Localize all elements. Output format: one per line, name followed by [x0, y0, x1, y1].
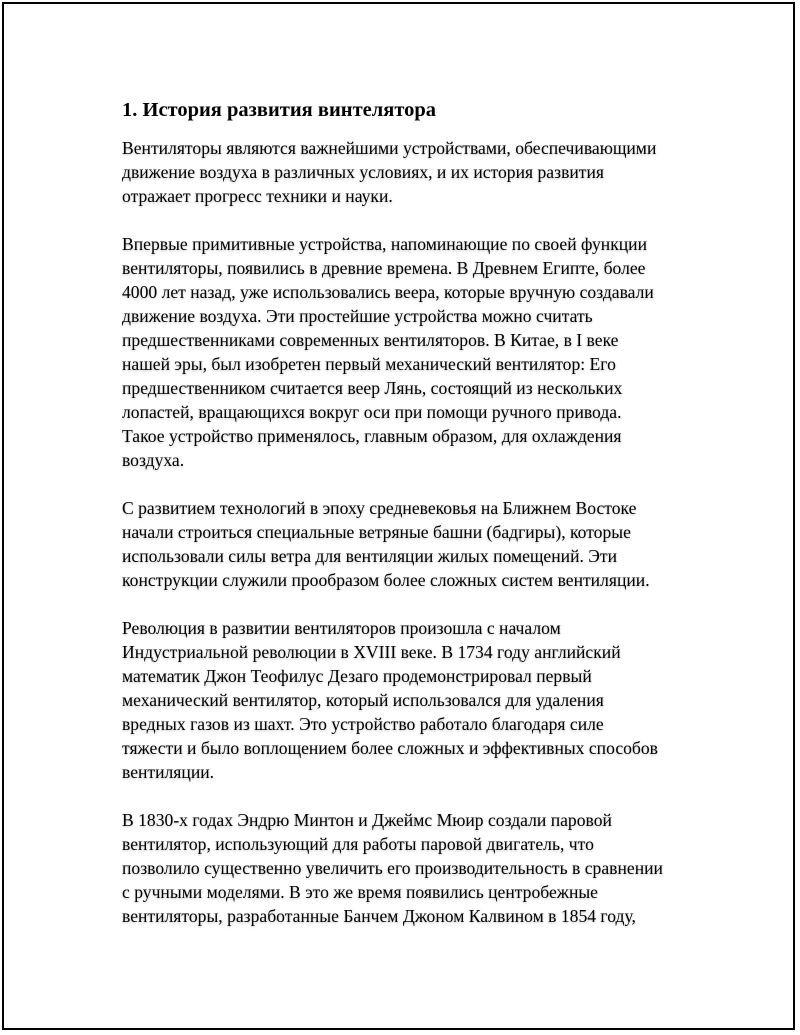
text-line: вентиляторы, появились в древние времена. В Древнем Египте, более	[122, 258, 646, 278]
text-line: вентиляторы, разработанные Банчем Джоном Калвином в 1854 году,	[122, 906, 636, 926]
text-line: с ручными моделями. В это же время появились центробежные	[122, 882, 598, 902]
paragraph	[122, 496, 702, 592]
text-line: отражает прогресс техники и науки.	[122, 186, 393, 206]
text-line: Впервые примитивные устройства, напоминающие по своей функции	[122, 234, 647, 254]
paragraph	[122, 232, 702, 472]
paragraph	[122, 616, 702, 784]
paragraph	[122, 136, 702, 208]
text-line: воздуха.	[122, 450, 185, 470]
text-line: механический вентилятор, который использовался для удаления	[122, 690, 604, 710]
text-line: С развитием технологий в эпоху средневековья на Ближнем Востоке	[122, 498, 637, 518]
text-line: 4000 лет назад, уже использовались веера, которые вручную создавали	[122, 282, 654, 302]
text-line: Революция в развитии вентиляторов произошла с началом	[122, 618, 561, 638]
text-line: В 1830-х годах Эндрю Минтон и Джеймс Мюир создали паровой	[122, 810, 612, 830]
text-line: нашей эры, был изобретен первый механический вентилятор: Его	[122, 354, 616, 374]
text-line: использовали силы ветра для вентиляции жилых помещений. Эти	[122, 546, 618, 566]
paragraph	[122, 808, 702, 928]
text-line: предшественником считается веер Лянь, состоящий из нескольких	[122, 378, 623, 398]
text-line: Индустриальной революции в XVIII веке. В 1734 году английский	[122, 642, 621, 662]
paragraphs-container	[122, 136, 702, 928]
text-line: Такое устройство применялось, главным образом, для охлаждения	[122, 426, 622, 446]
text-line: вредных газов из шахт. Это устройство работало благодаря силе	[122, 714, 604, 734]
text-line: конструкции служили прообразом более сложных систем вентиляции.	[122, 570, 650, 590]
text-line: тяжести и было воплощением более сложных и эффективных способов	[122, 738, 658, 758]
page-frame	[2, 2, 795, 1030]
text-line: позволило существенно увеличить его производительность в сравнении	[122, 858, 663, 878]
text-line: начали строиться специальные ветряные башни (бадгиры), которые	[122, 522, 631, 542]
text-line: вентиляции.	[122, 762, 215, 782]
document-content	[122, 98, 702, 952]
text-line: вентилятор, использующий для работы паровой двигатель, что	[122, 834, 594, 854]
section-heading: 1. История развития винтелятора	[122, 99, 437, 121]
text-line: Вентиляторы являются важнейшими устройствами, обеспечивающими	[122, 138, 657, 158]
text-line: движение воздуха. Эти простейшие устройства можно считать	[122, 306, 593, 326]
text-line: математик Джон Теофилус Дезаго продемонстрировал первый	[122, 666, 592, 686]
text-line: движение воздуха в различных условиях, и их история развития	[122, 162, 604, 182]
text-line: лопастей, вращающихся вокруг оси при помощи ручного привода.	[122, 402, 622, 422]
text-line: предшественниками современных вентиляторов. В Китае, в I веке	[122, 330, 619, 350]
